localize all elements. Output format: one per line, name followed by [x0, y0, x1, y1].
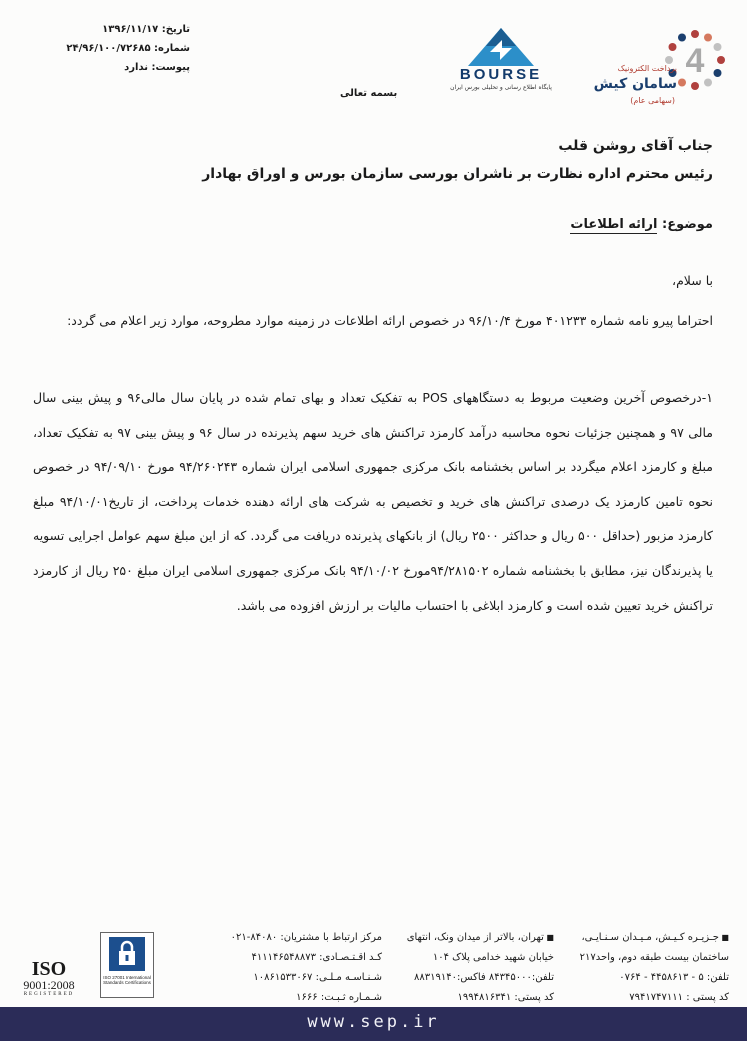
saman-logo-line3: (سهامی عام) — [630, 96, 675, 105]
bourse-tagline: پایگاه اطلاع رسانی و تحلیلی بورس ایران — [450, 84, 552, 91]
footer-tehran-line: خیابان شهید خدامی پلاک ۱۰۴ — [432, 952, 554, 963]
recipient-name: جناب آقای روشن قلب — [558, 138, 713, 154]
footer-tehran-address — [407, 928, 554, 1008]
bourse-logo — [446, 26, 556, 96]
bourse-wordmark: BOURSE — [459, 66, 543, 83]
footer-website-bar — [0, 1007, 747, 1041]
iso27001-caption: ISO 27001 International Standards Certifications — [103, 975, 151, 985]
footer-kish-address — [580, 928, 729, 1008]
recipient-title: رئیس محترم اداره نظارت بر ناشران بورسی سازمان بورس و اوراق بهادار — [202, 166, 713, 182]
subject-value: ارائه اطلاعات — [570, 217, 658, 232]
saman-logo-line2: سامان کیش — [593, 76, 677, 92]
footer-tehran-line: کد پستی: ۱۹۹۴۸۱۶۳۴۱ — [457, 992, 554, 1003]
footer-kish-line: ■ جـزیـره کـیـش، مـیـدان سـنـایـی، — [580, 928, 729, 948]
saman-kish-logo — [585, 24, 735, 104]
letter-number: شماره: ۲۴/۹۶/۱۰۰/۷۲۶۸۵ — [66, 43, 190, 54]
footer-kish-line: تلفن: ۵ - ۴۴۵۸۶۱۳ - ۰۷۶۴ — [619, 972, 729, 983]
footer-kish-line: ساختمان بیست طبقه دوم، واحد۲۱۷ — [579, 952, 729, 963]
bourse-mark-icon — [446, 26, 556, 68]
footer-tehran-line: تلفن:۸۴۳۴۵۰۰۰ فاکس:۸۸۳۱۹۱۴۰ — [414, 972, 554, 983]
iso9001-word: ISO — [31, 958, 67, 980]
letter-meta — [66, 20, 190, 77]
footer-company-info — [231, 928, 382, 1008]
paragraph-1-text: احتراما پیرو نامه شماره ۴۰۱۲۳۳ مورخ ۹۶/۱۰/۴ در خصوص ارائه اطلاعات در زمینه موارد مطروحه، موارد زیر اعلام می گردد: — [67, 313, 713, 328]
bismillah: بسمه تعالی — [340, 88, 398, 99]
letter-date: تاریخ: ۱۳۹۶/۱۱/۱۷ — [102, 24, 190, 35]
footer-company-line: کـد اقـتـصـادی: ۴۱۱۱۴۶۵۴۸۸۷۳ — [251, 952, 382, 963]
footer-tehran-line: ■ تهران، بالاتر از میدان ونک، انتهای — [407, 928, 554, 948]
website-link[interactable]: www.sep.ir — [307, 1012, 440, 1032]
footer-kish-line: کد پستی : ۷۹۴۱۷۴۷۱۱۱ — [629, 992, 729, 1003]
footer-company-line: شـنـاسـه مـلـی: ۱۰۸۶۱۵۳۳۰۶۷ — [253, 972, 382, 983]
footer-company-line: مرکز ارتباط با مشتریان: ۸۴۰۸۰-۰۲۱ — [230, 932, 382, 943]
body-paragraph-2 — [33, 381, 713, 623]
body-paragraph-1 — [33, 306, 713, 335]
greeting: با سلام، — [672, 273, 713, 288]
subject-line — [570, 217, 713, 232]
padlock-icon — [109, 937, 145, 971]
iso9001-registered: REGISTERED — [23, 992, 75, 997]
iso9001-mark — [14, 960, 84, 997]
paragraph-2-text: ۱-درخصوص آخرین وضعیت مربوط به دستگاههای POS به تفکیک تعداد و بهای تمام شده در پایان سال مالی۹۶ و پیش بینی سال مالی ۹۷ و همچنین جزئیات نحوه محاسبه درآمد کارمزد تراکنش های خرید سهم پذیرنده در سال ۹۶ و پیش بینی ۹۷ به تفکیک تعداد، مبلغ و کارمزد اعلام میگردد بر اساس بخشنامه بانک مرکزی جمهوری اسلامی ایران شماره ۹۴/۲۶۰۲۴۳ مورخ ۹۴/۰۹/۱۰ در خصوص نحوه تامین کارمزد یک درصدی تراکنش های خرید و تخصیص به شرکت های ارائه دهنده خدمات پرداخت، از تاریخ۹۴/۱۰/۰۱ مبلغ کارمزد مزبور (حداقل ۵۰۰ ریال و حداکثر ۲۵۰۰ ریال) از بانکهای پذیرنده دریافت می گردد. که از این مبلغ سهم عوامل اجرایی تسویه یا پذیرندگان نیز، مطابق با بخشنامه شماره ۹۴/۲۸۱۵۰۲مورخ ۹۴/۱۰/۰۲ بانک مرکزی جمهوری اسلامی ایران مبلغ ۲۵۰ ریال از کارمزد تراکنش خرید تعیین شده است و کارمزد ابلاغی با احتساب مالیات بر ارزش افزوده می باشد. — [33, 390, 714, 613]
saman-logo-line1: پرداخت الکترونیک — [617, 64, 677, 73]
letter-attachment: پیوست: ندارد — [124, 62, 190, 73]
svg-text:4: 4 — [685, 42, 705, 80]
subject-label: موضوع: — [657, 217, 713, 232]
footer-company-line: شـمـاره ثـبـت: ۱۶۶۶ — [296, 992, 382, 1003]
iso27001-badge — [100, 932, 154, 998]
iso9001-standard: 9001:2008 — [23, 978, 75, 992]
